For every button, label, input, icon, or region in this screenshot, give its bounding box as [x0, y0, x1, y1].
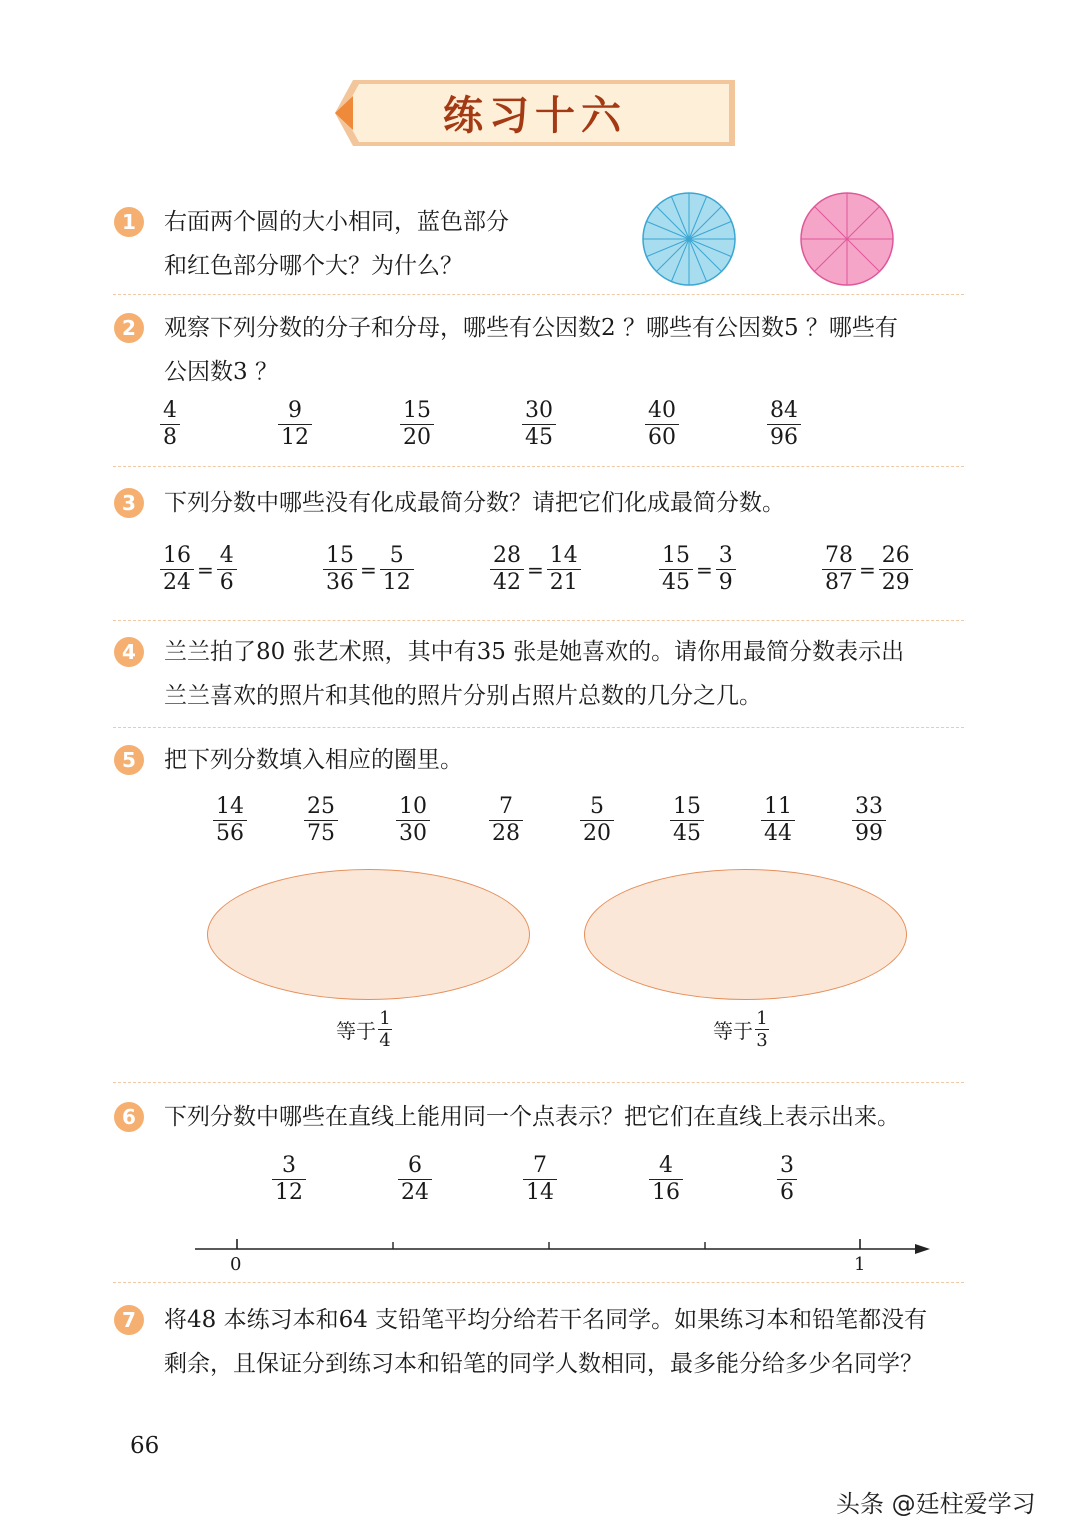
question-number-7: 7 [114, 1305, 144, 1335]
divider [113, 1082, 964, 1083]
page-title: 练习十六 [443, 92, 627, 139]
q2-fraction-5: 40 60 [645, 398, 679, 451]
q2-fraction-2: 9 12 [278, 398, 312, 451]
label-equal-third: 等于 1 3 [713, 1008, 768, 1051]
axis-label-zero: 0 [230, 1254, 242, 1275]
q3-equality-1: $\frac{16}{24}$ = $\frac{4}{6}$ [160, 543, 237, 596]
q1-line-2: 和红色部分哪个大？为什么？ [164, 253, 463, 279]
number-line [195, 1235, 935, 1255]
q5-fraction-6: 15 45 [670, 794, 704, 847]
pink-circle [798, 190, 896, 288]
question-number-2: 2 [114, 313, 144, 343]
divider [113, 620, 964, 621]
label-equal-quarter: 等于 1 4 [336, 1008, 391, 1051]
question-number-4: 4 [114, 637, 144, 667]
q6-line-1: 下列分数中哪些在直线上能用同一个点表示？把它们在直线上表示出来。 [164, 1104, 900, 1130]
q2-fraction-6: 84 96 [767, 398, 801, 451]
question-number-6: 6 [114, 1102, 144, 1132]
q3-equality-3: $\frac{28}{42}$ = $\frac{14}{21}$ [490, 543, 581, 596]
ellipse-equal-quarter[interactable] [207, 869, 530, 1000]
q3-equality-2: $\frac{15}{36}$ = $\frac{5}{12}$ [323, 543, 414, 596]
q6-fraction-4: 4 16 [649, 1153, 683, 1206]
page-number: 66 [130, 1433, 160, 1459]
question-number-3: 3 [114, 488, 144, 518]
q2-line-1: 观察下列分数的分子和分母，哪些有公因数2 ？哪些有公因数5 ？哪些有 [164, 315, 898, 341]
q5-fraction-8: 33 99 [852, 794, 886, 847]
q7-line-1: 将48 本练习本和64 支铅笔平均分给若干名同学。如果练习本和铅笔都没有 [164, 1307, 928, 1333]
question-number-1: 1 [114, 207, 144, 237]
q6-fraction-2: 6 24 [398, 1153, 432, 1206]
blue-circle [640, 190, 738, 288]
footer-watermark: 头条 @廷柱爱学习 [836, 1490, 1036, 1518]
q5-fraction-1: 14 56 [213, 794, 247, 847]
q3-equality-4: $\frac{15}{45}$ = $\frac{3}{9}$ [659, 543, 736, 596]
q2-fraction-4: 30 45 [522, 398, 556, 451]
q3-line-1: 下列分数中哪些没有化成最简分数？请把它们化成最简分数。 [164, 490, 785, 516]
axis-label-one: 1 [854, 1254, 866, 1275]
q6-fraction-5: 3 6 [777, 1153, 797, 1206]
q2-line-2: 公因数3 ？ [164, 359, 278, 385]
q5-fraction-7: 11 44 [761, 794, 795, 847]
divider [113, 294, 964, 295]
ellipse-equal-third[interactable] [584, 869, 907, 1000]
q5-fraction-2: 25 75 [304, 794, 338, 847]
q6-fraction-1: 3 12 [272, 1153, 306, 1206]
q2-fraction-1: 4 8 [160, 398, 180, 451]
q5-fraction-4: 7 28 [489, 794, 523, 847]
question-number-5: 5 [114, 745, 144, 775]
q6-fraction-3: 7 14 [523, 1153, 557, 1206]
divider [113, 466, 964, 467]
divider [113, 727, 964, 728]
q3-equality-5: $\frac{78}{87}$ = $\frac{26}{29}$ [822, 543, 913, 596]
q1-line-1: 右面两个圆的大小相同，蓝色部分 [164, 209, 509, 235]
q5-fraction-5: 5 20 [580, 794, 614, 847]
q4-line-1: 兰兰拍了80 张艺术照，其中有35 张是她喜欢的。请你用最简分数表示出 [164, 639, 905, 665]
q7-line-2: 剩余，且保证分到练习本和铅笔的同学人数相同，最多能分给多少名同学？ [164, 1351, 923, 1377]
divider [113, 1282, 964, 1283]
q2-fraction-3: 15 20 [400, 398, 434, 451]
q5-line-1: 把下列分数填入相应的圈里。 [164, 747, 463, 773]
q5-fraction-3: 10 30 [396, 794, 430, 847]
q4-line-2: 兰兰喜欢的照片和其他的照片分别占照片总数的几分之几。 [164, 683, 762, 709]
